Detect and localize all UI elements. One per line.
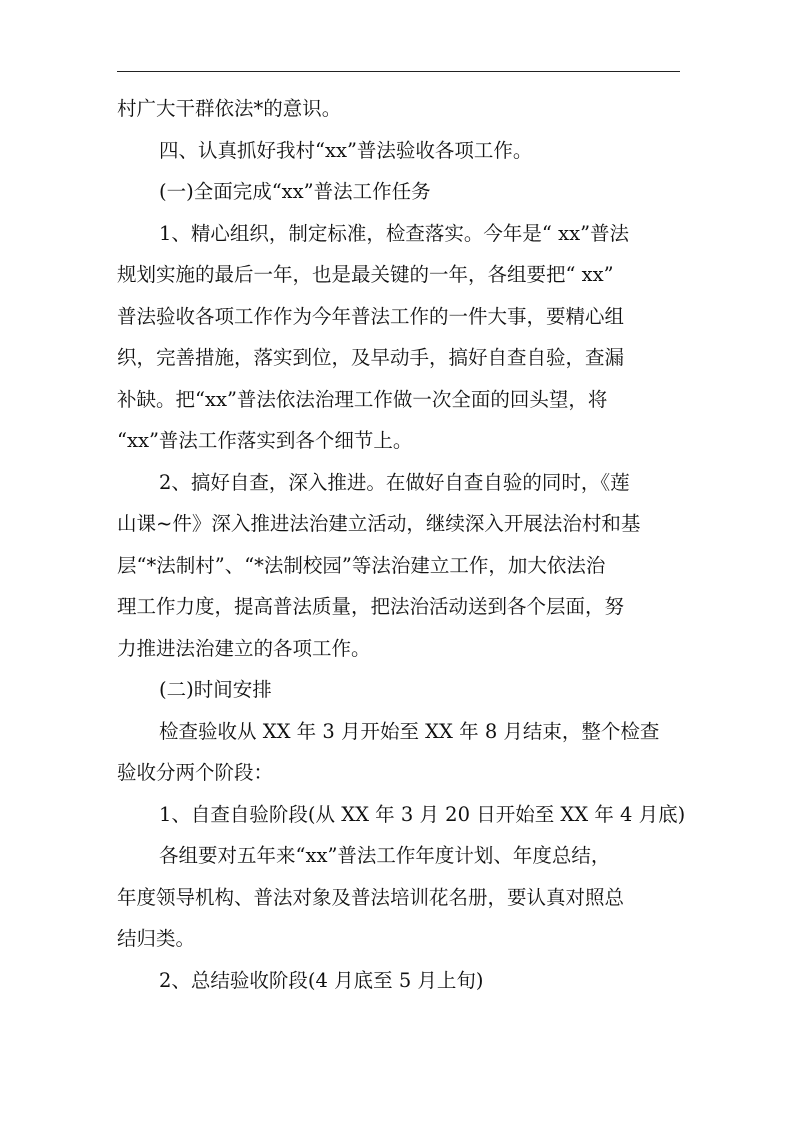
paragraph-self-check [117,462,683,670]
text-line: 理工作力度，提高普法质量，把法治活动送到各个层面，努 [117,595,625,618]
text-line: “xx”普法工作落实到各个细节上。 [117,429,413,452]
paragraph-schedule [117,711,683,794]
text-line: 力推进法治建立的各项工作。 [117,636,371,660]
document-body [117,88,686,1001]
text-line: 普法验收各项工作作为今年普法工作的一件大事，要精心组 [117,304,625,328]
text-line: 2、总结验收阶段(4 月底至 5 月上旬) [159,968,484,992]
text-line: 1、精心组织，制定标准，检查落实。今年是“ xx”普法 [159,221,630,245]
text-line: 山课~件》深入推进法治建立活动，继续深入开展法治村和基 [117,512,641,535]
phase-1-heading [117,794,686,836]
phase-2-heading [117,960,683,1002]
paragraph-organize [117,213,683,462]
paragraph-1 [117,88,683,130]
text-line: 补缺。把“xx”普法依法治理工作做一次全面的回头望，将 [117,387,608,411]
subsection-heading-2 [117,669,683,711]
text-line: 四、认真抓好我村“xx”普法验收各项工作。 [159,138,533,162]
text-line: 村广大干群依法*的意识。 [117,97,342,120]
text-line: 规划实施的最后一年，也是最关键的一年，各组要把“ xx” [117,263,614,286]
paragraph-phase-1 [117,835,683,960]
text-line: 结归类。 [117,927,196,950]
text-line: (一)全面完成“xx”普法工作任务 [159,180,431,203]
text-line: 织，完善措施，落实到位，及早动手，搞好自查自验，查漏 [117,346,625,369]
text-line: 年度领导机构、普法对象及普法培训花名册，要认真对照总 [117,885,625,909]
text-line: 检查验收从 XX 年 3 月开始至 XX 年 8 月结束，整个检查 [159,719,660,743]
subsection-heading-1 [117,171,683,213]
header-rule [117,71,680,72]
text-line: 1、自查自验阶段(从 XX 年 3 月 20 日开始至 XX 年 4 月底) [159,802,686,826]
text-line: 层“*法制村”、“*法制校园”等法治建立工作，加大依法治 [117,553,606,577]
section-heading-4 [117,130,683,172]
text-line: 各组要对五年来“xx”普法工作年度计划、年度总结， [159,844,611,867]
text-line: (二)时间安排 [159,678,272,701]
text-line: 2、搞好自查，深入推进。在做好自查自验的同时，《莲 [159,470,630,494]
text-line: 验收分两个阶段： [117,761,274,784]
